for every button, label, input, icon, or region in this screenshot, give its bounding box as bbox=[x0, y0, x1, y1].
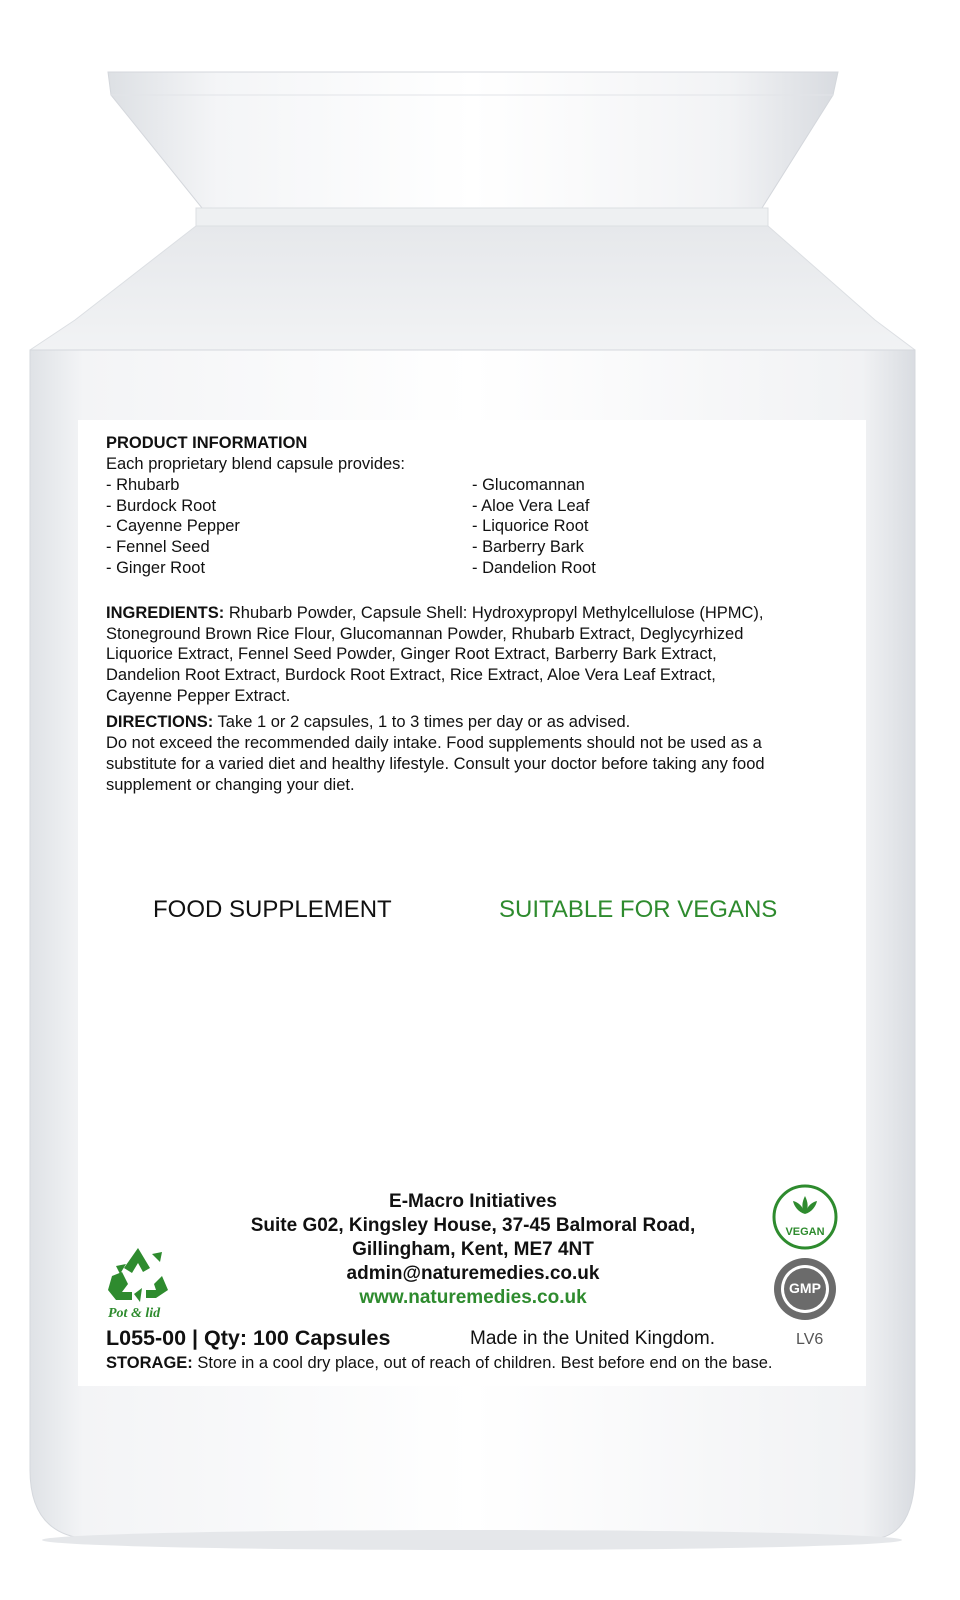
directions-line: substitute for a varied diet and healthy lifestyle. Consult your doctor before taking any food bbox=[106, 755, 765, 773]
storage-line bbox=[106, 1353, 773, 1374]
ingredients-line: Stoneground Brown Rice Flour, Glucomannan Powder, Rhubarb Extract, Deglycyrhized bbox=[106, 625, 744, 643]
suitable-for-vegans-text: SUITABLE FOR VEGANS bbox=[499, 896, 778, 923]
blend-item-left: - Burdock Root bbox=[106, 497, 217, 515]
directions-line bbox=[106, 712, 630, 733]
blend-item-left: - Fennel Seed bbox=[106, 538, 210, 556]
recycle-caption: Pot & lid bbox=[108, 1306, 161, 1321]
directions-text: Take 1 or 2 capsules, 1 to 3 times per day or as advised. bbox=[213, 713, 631, 731]
ingredients-text: Rhubarb Powder, Capsule Shell: Hydroxypropyl Methylcellulose (HPMC), bbox=[224, 604, 764, 622]
blend-item-right: - Liquorice Root bbox=[472, 517, 589, 535]
company-email: admin@naturemedies.co.uk bbox=[346, 1263, 600, 1284]
vegan-logo-text: VEGAN bbox=[785, 1226, 825, 1238]
blend-item-right: - Aloe Vera Leaf bbox=[472, 497, 590, 515]
vegan-logo-icon bbox=[772, 1184, 838, 1250]
ingredients-line: Dandelion Root Extract, Burdock Root Extract, Rice Extract, Aloe Vera Leaf Extract, bbox=[106, 666, 716, 684]
ingredients-label: INGREDIENTS: bbox=[106, 604, 225, 622]
blend-item-left: - Ginger Root bbox=[106, 559, 206, 577]
company-name: E-Macro Initiatives bbox=[389, 1191, 557, 1212]
recycle-icon bbox=[106, 1246, 170, 1304]
ingredients-line bbox=[106, 603, 764, 624]
blend-item-right: - Barberry Bark bbox=[472, 538, 584, 556]
blend-item-right: - Dandelion Root bbox=[472, 559, 596, 577]
blend-item-right: - Glucomannan bbox=[472, 476, 585, 494]
ingredients-line: Cayenne Pepper Extract. bbox=[106, 687, 291, 705]
product-info-heading: PRODUCT INFORMATION bbox=[106, 434, 308, 452]
origin-text: Made in the United Kingdom. bbox=[470, 1328, 716, 1349]
product-label bbox=[78, 420, 866, 1386]
ingredients-line: Liquorice Extract, Fennel Seed Powder, Ginger Root Extract, Barberry Bark Extract, bbox=[106, 645, 717, 663]
company-address: Gillingham, Kent, ME7 4NT bbox=[352, 1239, 594, 1260]
food-supplement-text: FOOD SUPPLEMENT bbox=[153, 896, 392, 923]
storage-label: STORAGE: bbox=[106, 1354, 193, 1372]
blend-item-left: - Rhubarb bbox=[106, 476, 180, 494]
storage-text: Store in a cool dry place, out of reach of children. Best before end on the base. bbox=[192, 1354, 773, 1372]
batch-quantity: L055-00 | Qty: 100 Capsules bbox=[106, 1326, 391, 1350]
gmp-logo-text: GMP bbox=[789, 1280, 821, 1296]
bottle-collar bbox=[196, 208, 768, 226]
product-info-intro: Each proprietary blend capsule provides: bbox=[106, 455, 406, 473]
directions-line: Do not exceed the recommended daily intake. Food supplements should not be used as a bbox=[106, 734, 762, 752]
company-address: Suite G02, Kingsley House, 37-45 Balmoral Road, bbox=[250, 1215, 696, 1236]
directions-label: DIRECTIONS: bbox=[106, 713, 214, 731]
bottle-cap bbox=[108, 72, 838, 208]
directions-line: supplement or changing your diet. bbox=[106, 776, 355, 794]
company-website: www.naturemedies.co.uk bbox=[359, 1287, 587, 1308]
label-version: LV6 bbox=[796, 1331, 824, 1348]
blend-item-left: - Cayenne Pepper bbox=[106, 517, 240, 535]
